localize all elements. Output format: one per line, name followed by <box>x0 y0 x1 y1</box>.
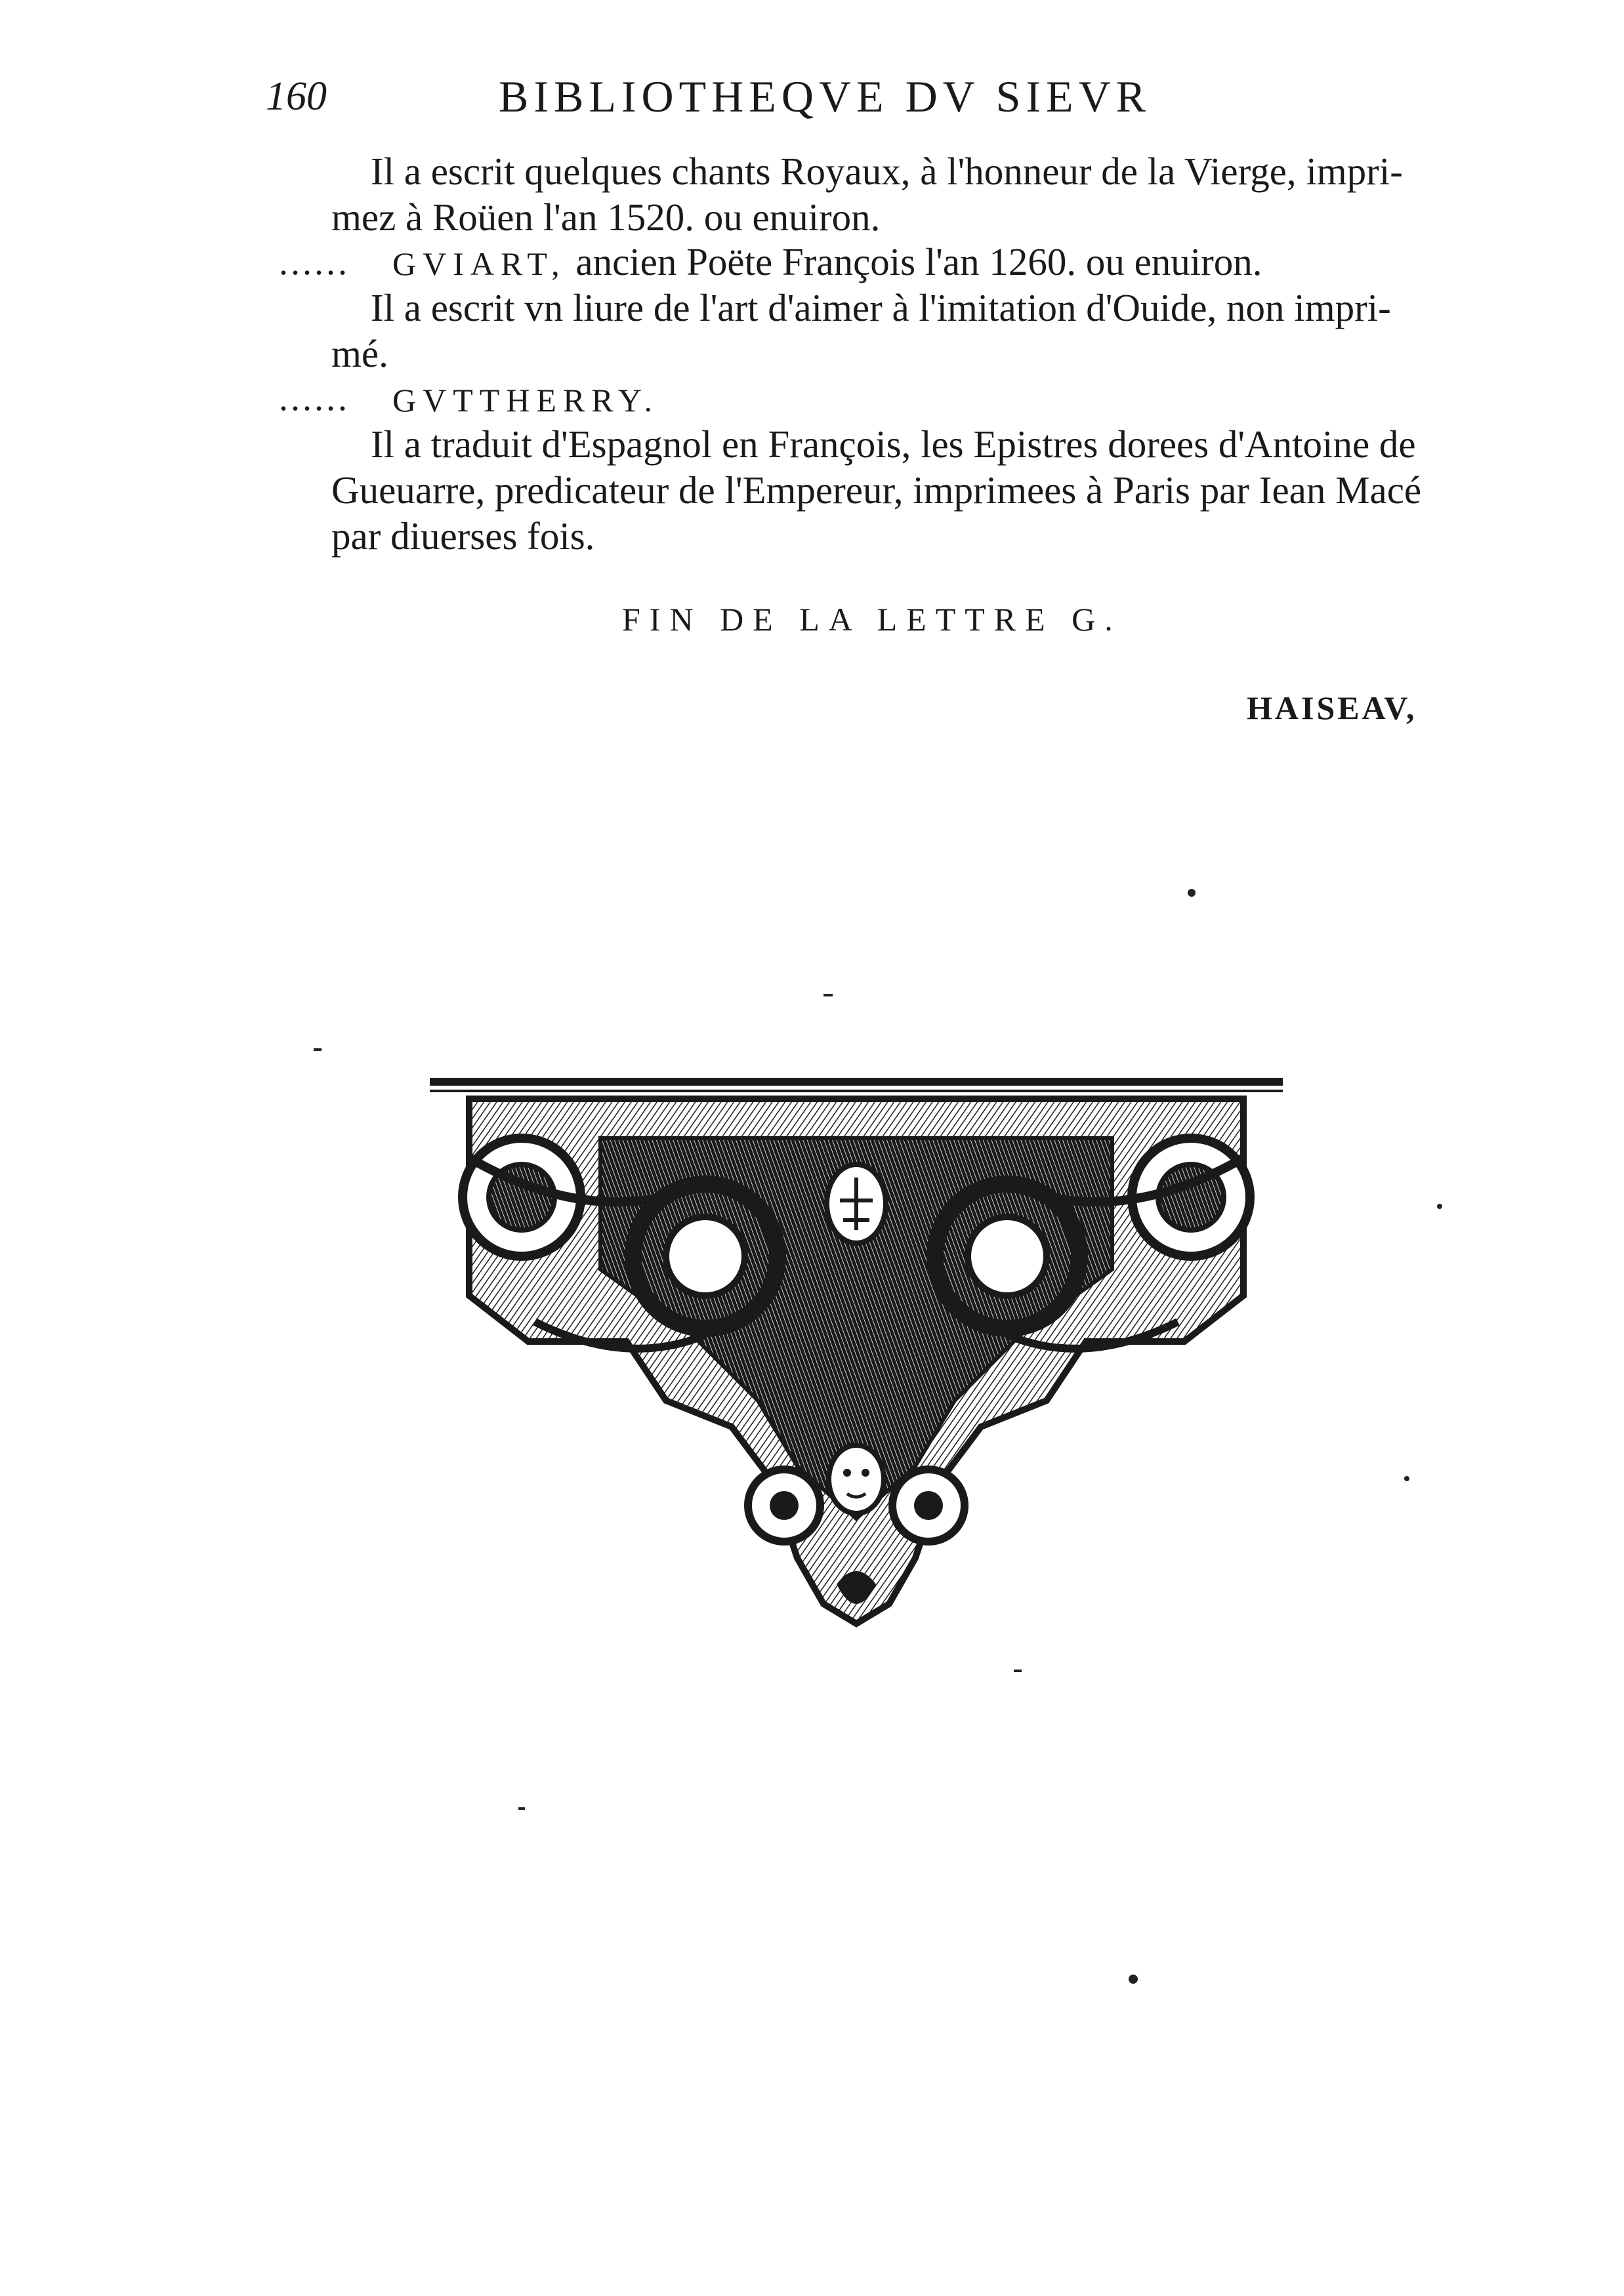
entry-heading-text: ancien Poëte François l'an 1260. ou enuiron. <box>566 240 1262 283</box>
entry-line: Il a traduit d'Espagnol en François, les Epistres dorees d'Antoine de <box>371 422 1416 466</box>
ink-speck <box>314 1048 322 1051</box>
entry-line: Il a escrit quelques chants Royaux, à l'honneur de la Vierge, impri- <box>371 150 1403 193</box>
ink-speck <box>1404 1476 1409 1481</box>
entry-line: mé. <box>331 332 388 375</box>
ink-speck <box>1437 1204 1442 1209</box>
entry-line: mez à Roüen l'an 1520. ou enuiron. <box>331 195 881 239</box>
entry-line: par diuerses fois. <box>331 514 595 558</box>
entry-line: Il a escrit vn liure de l'art d'aimer à l'imitation d'Ouide, non impri- <box>371 286 1391 329</box>
page-number: 160 <box>266 74 327 119</box>
ink-speck <box>518 1807 525 1810</box>
author-name: GVIART, <box>392 245 566 282</box>
ink-speck <box>823 994 833 996</box>
entry-leader-dots: ...... <box>279 242 350 283</box>
running-title: BIBLIOTHEQVE DV SIEVR <box>499 72 1152 121</box>
entry-heading <box>392 240 1262 283</box>
running-head <box>266 73 1447 133</box>
ink-speck <box>1014 1670 1022 1672</box>
ink-speck <box>1129 1975 1138 1984</box>
entry-leader-dots: ...... <box>279 378 350 419</box>
entry-heading <box>392 379 659 418</box>
author-name: GVTTHERRY. <box>392 382 659 419</box>
ink-speck <box>1188 889 1196 897</box>
ornament-woodcut <box>430 1059 1283 1630</box>
entry-line: Gueuarre, predicateur de l'Empereur, imprimees à Paris par Iean Macé <box>331 468 1422 512</box>
end-of-letter-heading: FIN DE LA LETTRE G. <box>622 601 1122 638</box>
catchword: HAISEAV, <box>1247 689 1417 726</box>
